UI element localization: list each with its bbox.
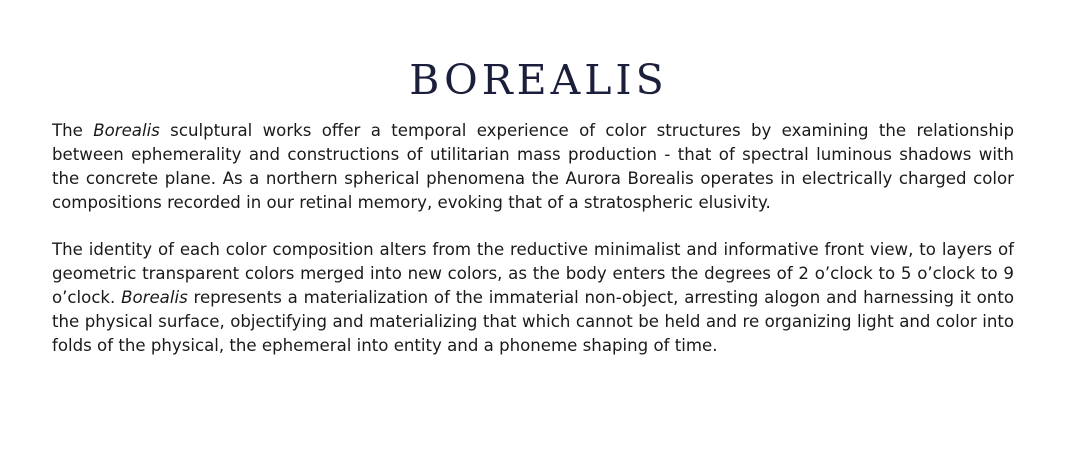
intro-paragraph-rest: sculptural works offer a temporal experience of color structures by examining the relationship between ephemerality and constructions of utilitarian mass production - that of spectral luminous shadows with the concrete plane. As a northern spherical phenomena the Aurora Borealis operates in electrically charged color compositions recorded in our retinal memory, evoking that of a stratospheric elusivity.: [52, 121, 1014, 212]
intro-paragraph: [52, 119, 1014, 215]
second-paragraph-emphasis: Borealis: [121, 288, 188, 307]
intro-paragraph-lead: The: [52, 121, 94, 140]
second-paragraph-lead: The identity of each color composition alters from the reductive minimalist and informative front view, to layers of geometric transparent colors merged into new colors, as the body enters the degrees of 2 o’clock to 5 o’clock to 9 o’clock.: [52, 240, 1014, 307]
intro-paragraph-emphasis: Borealis: [93, 121, 160, 140]
page-title: BOREALIS: [409, 56, 668, 104]
second-paragraph-rest: represents a materialization of the immaterial non-object, arresting alogon and harnessing it onto the physical surface, objectifying and materializing that which cannot be held and re organizing light and color into folds of the physical, the ephemeral into entity and a phoneme shaping of time.: [52, 288, 1014, 355]
second-paragraph: [52, 238, 1014, 358]
